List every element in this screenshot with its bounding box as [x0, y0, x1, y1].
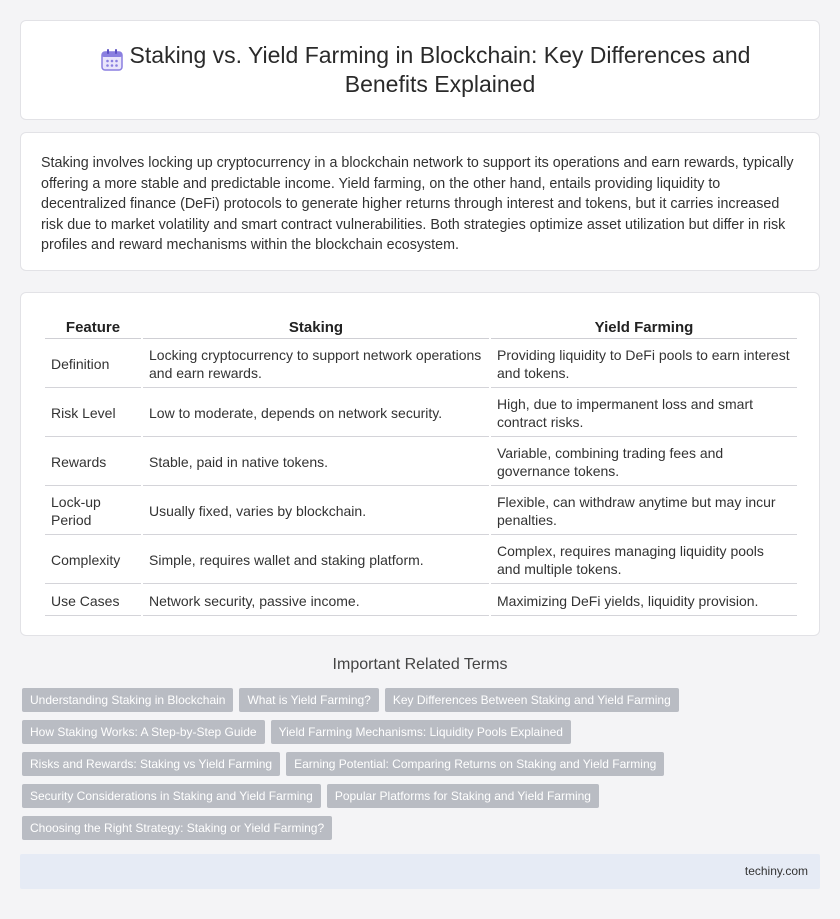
header-feature: Feature: [45, 317, 141, 339]
footer-site-link[interactable]: techiny.com: [744, 864, 808, 878]
table-row: [45, 488, 797, 535]
yield-farming-cell: Providing liquidity to DeFi pools to earn interest and tokens.: [491, 341, 797, 388]
yield-farming-cell: Flexible, can withdraw anytime but may incur penalties.: [491, 488, 797, 535]
table-row: [45, 586, 797, 616]
table-row: [45, 537, 797, 584]
feature-cell: Use Cases: [45, 586, 141, 616]
yield-farming-cell: Variable, combining trading fees and governance tokens.: [491, 439, 797, 486]
staking-cell: Locking cryptocurrency to support network operations and earn rewards.: [143, 341, 489, 388]
related-term-tag[interactable]: How Staking Works: A Step-by-Step Guide: [22, 720, 265, 744]
related-term-tag[interactable]: Understanding Staking in Blockchain: [22, 688, 233, 712]
tag-row: [22, 720, 822, 744]
intro-card: [20, 132, 820, 271]
staking-cell: Simple, requires wallet and staking platform.: [143, 537, 489, 584]
feature-cell: Lock-up Period: [45, 488, 141, 535]
footer-bar: [20, 854, 820, 889]
related-term-tag[interactable]: Security Considerations in Staking and Yield Farming: [22, 784, 321, 808]
table-row: [45, 390, 797, 437]
comparison-table: [43, 315, 799, 618]
yield-farming-cell: Maximizing DeFi yields, liquidity provision.: [491, 586, 797, 616]
staking-cell: Stable, paid in native tokens.: [143, 439, 489, 486]
related-term-tag[interactable]: Risks and Rewards: Staking vs Yield Farming: [22, 752, 280, 776]
feature-cell: Definition: [45, 341, 141, 388]
tag-row: [22, 784, 822, 808]
table-row: [45, 439, 797, 486]
staking-cell: Network security, passive income.: [143, 586, 489, 616]
tag-row: [22, 752, 822, 776]
yield-farming-cell: High, due to impermanent loss and smart contract risks.: [491, 390, 797, 437]
feature-cell: Risk Level: [45, 390, 141, 437]
tag-row: [22, 688, 822, 712]
header-staking: Staking: [143, 317, 489, 339]
related-terms-tags: [22, 688, 822, 848]
table-row: [45, 341, 797, 388]
related-term-tag[interactable]: Yield Farming Mechanisms: Liquidity Pools Explained: [271, 720, 571, 744]
feature-cell: Rewards: [45, 439, 141, 486]
related-term-tag[interactable]: Popular Platforms for Staking and Yield Farming: [327, 784, 599, 808]
related-term-tag[interactable]: Choosing the Right Strategy: Staking or Yield Farming?: [22, 816, 332, 840]
comparison-table-card: [20, 292, 820, 636]
table-header-row: [45, 317, 797, 339]
header-yield-farming: Yield Farming: [491, 317, 797, 339]
intro-paragraph: Staking involves locking up cryptocurrency in a blockchain network to support its operations and earn rewards, typically offering a more stable and predictable income. Yield farming, on the other hand, entails providing liquidity to decentralized finance (DeFi) protocols to generate higher returns through interest and tokens, but it carries increased risk due to market volatility and smart contract vulnerabilities. Both strategies optimize asset utilization but differ in risk profiles and reward mechanisms within the blockchain ecosystem.: [41, 155, 794, 253]
header-card: [20, 20, 820, 120]
feature-cell: Complexity: [45, 537, 141, 584]
related-terms-heading: Important Related Terms: [332, 656, 508, 673]
related-term-tag[interactable]: Key Differences Between Staking and Yield Farming: [385, 688, 679, 712]
related-term-tag[interactable]: What is Yield Farming?: [239, 688, 378, 712]
tag-row: [22, 816, 822, 840]
page-title: Staking vs. Yield Farming in Blockchain: Key Differences and Benefits Explained: [129, 42, 751, 97]
staking-cell: Low to moderate, depends on network security.: [143, 390, 489, 437]
staking-cell: Usually fixed, varies by blockchain.: [143, 488, 489, 535]
related-term-tag[interactable]: Earning Potential: Comparing Returns on Staking and Yield Farming: [286, 752, 664, 776]
yield-farming-cell: Complex, requires managing liquidity pools and multiple tokens.: [491, 537, 797, 584]
